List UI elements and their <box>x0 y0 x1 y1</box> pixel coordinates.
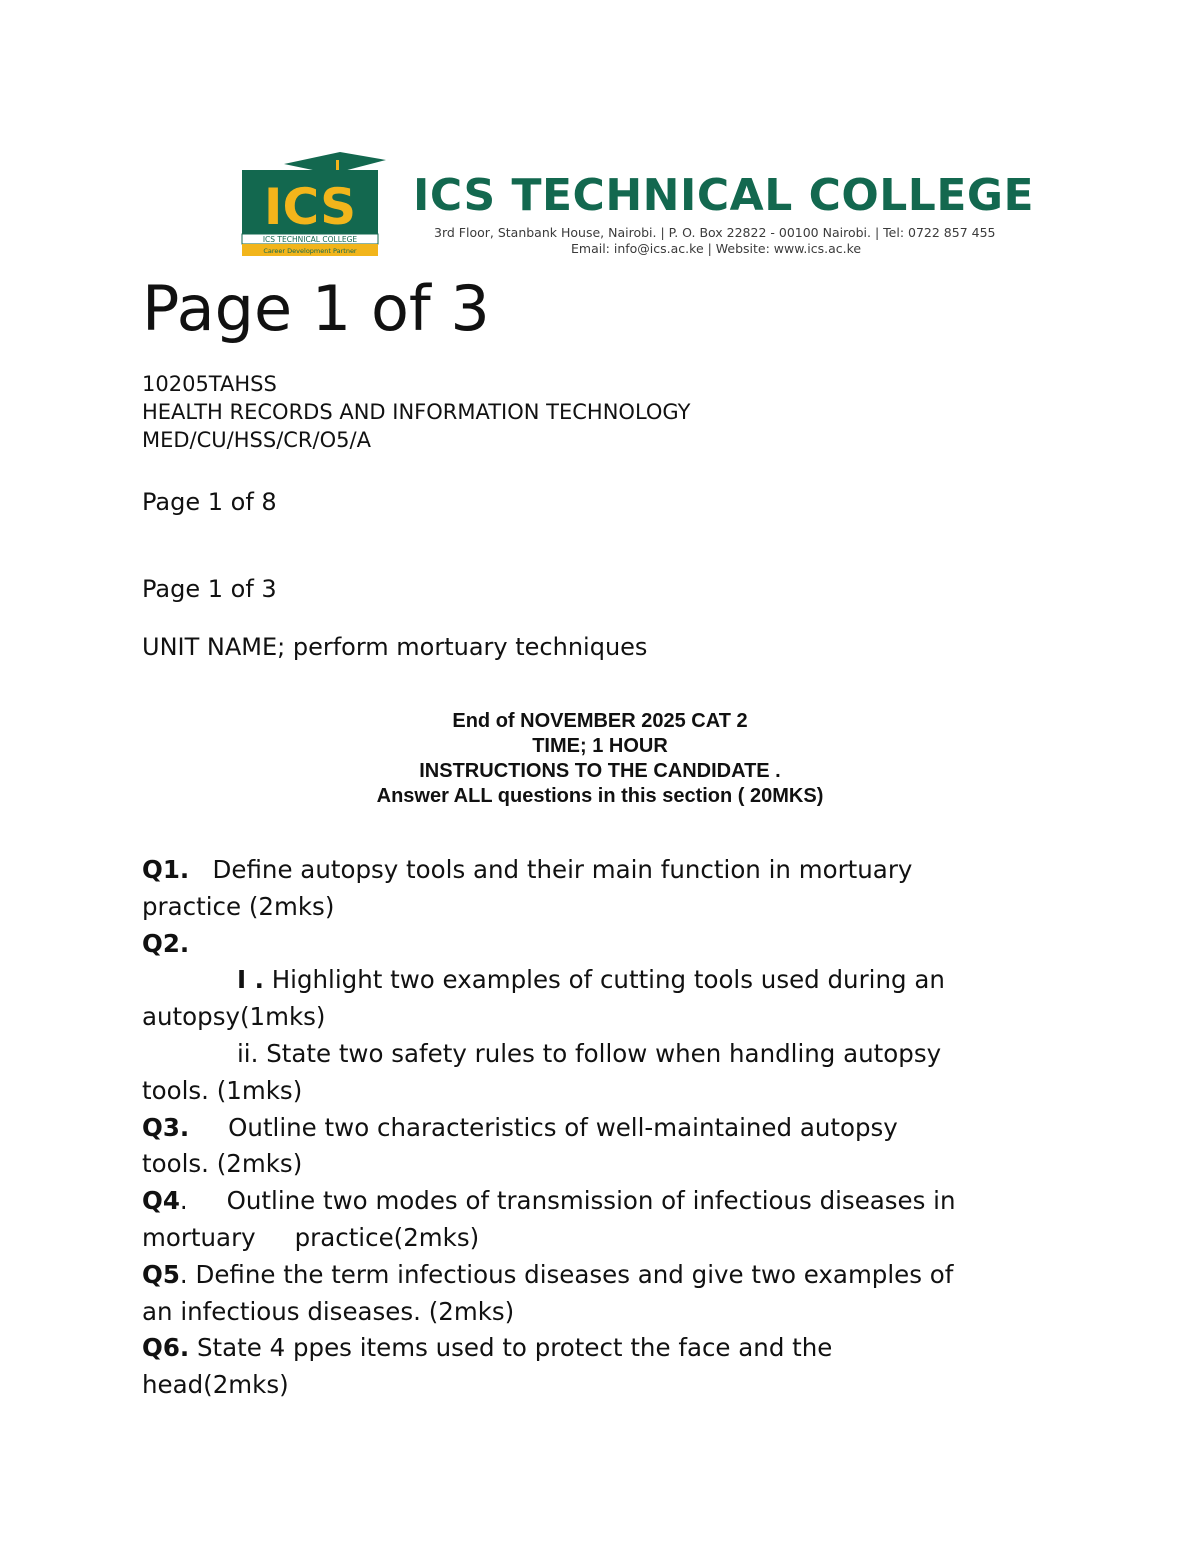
logo-text: ICS <box>263 178 357 236</box>
question-number: Q4 <box>142 1186 180 1216</box>
question-text: Outline two characteristics of well-maintained autopsy <box>189 1112 898 1142</box>
question-text: . Outline two modes of transmission of infectious diseases in <box>179 1186 956 1216</box>
question-text: practice (2mks) <box>142 891 335 921</box>
question-5-cont <box>142 1294 1072 1331</box>
question-text: mortuary practice(2mks) <box>142 1222 480 1252</box>
question-3-cont <box>142 1146 1072 1183</box>
instructions-heading: INSTRUCTIONS TO THE CANDIDATE . <box>419 760 781 782</box>
question-1 <box>142 852 1072 889</box>
question-text: . Define the term infectious diseases and give two examples of <box>179 1259 954 1289</box>
logo-subtext: ICS TECHNICAL COLLEGE <box>262 235 358 244</box>
course-name: HEALTH RECORDS AND INFORMATION TECHNOLOGY <box>142 400 691 424</box>
questions-section <box>142 852 1072 1404</box>
question-text: an infectious diseases. (2mks) <box>142 1296 515 1326</box>
college-address: 3rd Floor, Stanbank House, Nairobi. | P. O. Box 22822 - 00100 Nairobi. | Tel: 0722 857 455 <box>434 225 996 240</box>
question-number: Q5 <box>142 1259 180 1289</box>
page-title: Page 1 of 3 <box>142 272 490 345</box>
course-code: 10205TAHSS <box>142 372 277 396</box>
page-indicator-8: Page 1 of 8 <box>142 488 277 516</box>
question-4 <box>142 1183 1072 1220</box>
question-text: tools. (2mks) <box>142 1149 303 1179</box>
question-number: Q3. <box>142 1112 190 1142</box>
question-text: autopsy(1mks) <box>142 1002 326 1032</box>
question-2-sub-2 <box>142 1036 1072 1073</box>
question-number: Q2. <box>142 928 190 958</box>
question-6 <box>142 1330 1072 1367</box>
question-text: Highlight two examples of cutting tools used during an <box>263 965 945 995</box>
question-text: head(2mks) <box>142 1370 289 1400</box>
college-contact: Email: info@ics.ac.ke | Website: www.ics.ac.ke <box>571 241 862 256</box>
question-1-cont <box>142 889 1072 926</box>
instructions-answer: Answer ALL questions in this section ( 20MKS) <box>376 785 824 807</box>
unit-name: UNIT NAME; perform mortuary techniques <box>142 633 648 661</box>
question-2-sub-2-cont <box>142 1073 1072 1110</box>
question-number: Q1. <box>142 855 190 884</box>
question-2-sub-1-cont <box>142 999 1072 1036</box>
course-ref: MED/CU/HSS/CR/O5/A <box>142 428 371 452</box>
college-name: ICS TECHNICAL COLLEGE <box>413 170 1035 221</box>
question-text: Define autopsy tools and their main function in mortuary <box>189 855 913 884</box>
exam-time: TIME; 1 HOUR <box>532 735 668 757</box>
college-logo <box>240 150 388 258</box>
question-3 <box>142 1110 1072 1147</box>
logo-tagline: Career Development Partner <box>263 247 357 255</box>
question-text: State 4 ppes items used to protect the face and the <box>189 1333 833 1363</box>
exam-title: End of NOVEMBER 2025 CAT 2 <box>452 710 748 732</box>
graduation-cap-logo-icon <box>240 150 388 258</box>
question-2-sub-1 <box>142 962 1072 999</box>
question-number: Q6. <box>142 1333 190 1363</box>
subquestion-label: I . <box>237 965 264 995</box>
question-text: tools. (1mks) <box>142 1075 303 1105</box>
page-indicator-3: Page 1 of 3 <box>142 575 277 603</box>
question-4-cont <box>142 1220 1072 1257</box>
question-2 <box>142 926 1072 963</box>
question-6-cont <box>142 1367 1072 1404</box>
question-5 <box>142 1257 1072 1294</box>
question-text: ii. State two safety rules to follow when handling autopsy <box>237 1038 942 1068</box>
